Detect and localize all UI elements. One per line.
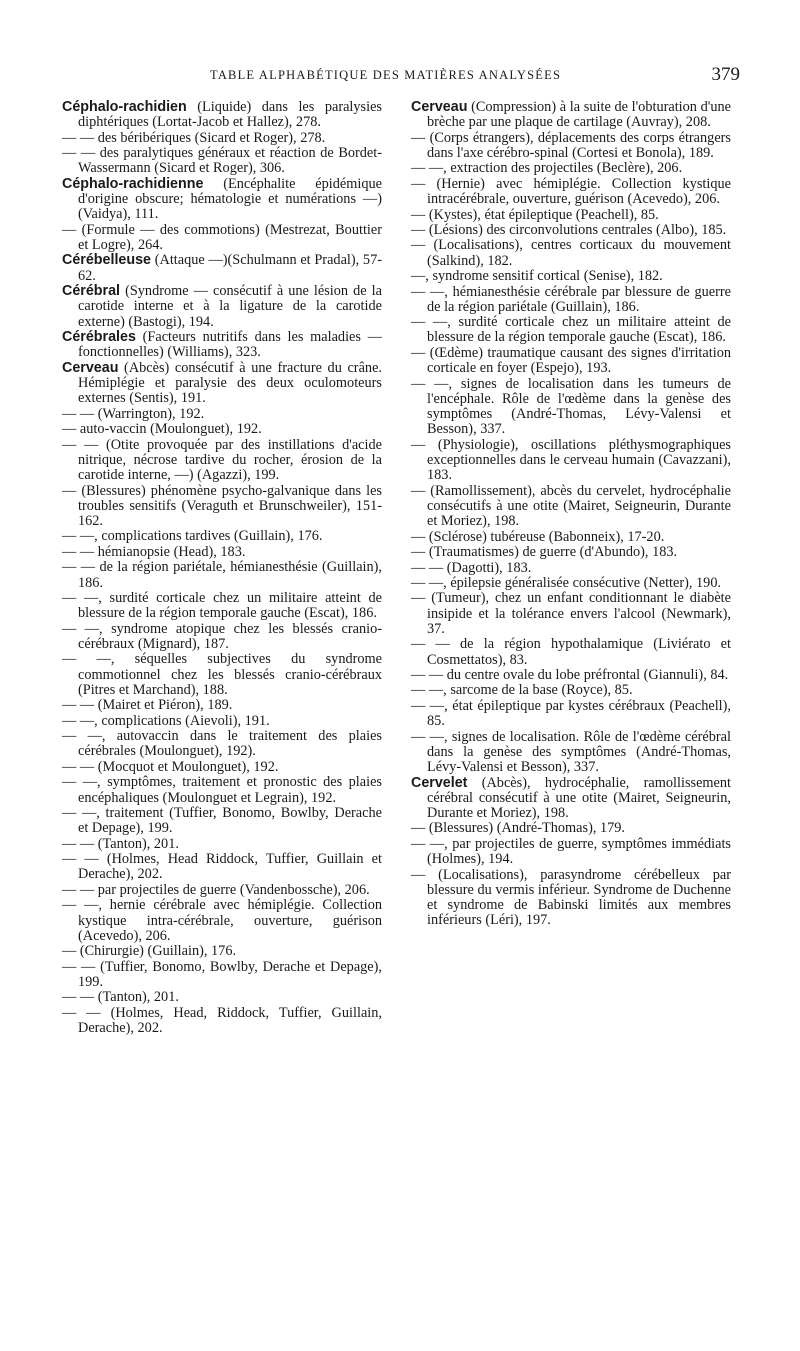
index-entry <box>62 714 382 729</box>
index-entry <box>411 699 731 730</box>
entry-text: — (Blessures) (André-Thomas), 179. <box>411 820 626 837</box>
index-entry <box>411 161 731 176</box>
index-entry <box>62 591 382 622</box>
right-column <box>411 100 731 929</box>
index-entry <box>411 868 731 929</box>
index-entry <box>62 1006 382 1037</box>
index-entry <box>411 730 731 776</box>
entry-headword: Céphalo-rachidien <box>62 99 187 115</box>
entry-text: (Encéphalite épidémique d'origine obscure; hématologie et numérations —) (Vaidya), 111. <box>78 175 382 223</box>
entry-text: (Attaque —)(Schulmann et Pradal), 57-62. <box>78 252 382 284</box>
entry-text: — —, sarcome de la base (Royce), 85. <box>411 682 633 699</box>
entry-text: — — (Warrington), 192. <box>62 405 205 422</box>
index-entry <box>411 530 731 545</box>
entry-text: — —, épilepsie généralisée consécutive (Netter), 190. <box>411 574 722 591</box>
index-entry <box>62 223 382 254</box>
entry-text: — — (Tanton), 201. <box>62 989 179 1006</box>
index-entry <box>62 422 382 437</box>
entry-text: — —, séquelles subjectives du syndrome commotionnel chez les blessés cranio-cérébraux (Pitres et Marchand), 188. <box>62 651 382 698</box>
index-entry <box>411 315 731 346</box>
entry-text: — — (Otite provoquée par des instillations d'acide nitrique, nécrose tardive du rocher, érosion de la carotide interne, —) (Agazzi), 199. <box>62 436 382 484</box>
entry-text: — —, hémianesthésie cérébrale par blessure de guerre de la région pariétale (Guillain), 186. <box>411 283 731 315</box>
index-entry <box>411 837 731 868</box>
index-entry <box>62 990 382 1005</box>
entry-text: — —, symptômes, traitement et pronostic des plaies encéphaliques (Moulonguet et Legrain), 192. <box>62 774 382 806</box>
index-entry <box>62 652 382 698</box>
entry-text: — (Blessures) phénomène psycho-galvanique dans les troubles sensitifs (Veraguth et Brunschweiler), 151-162. <box>62 482 382 529</box>
entry-headword: Céphalo-rachidienne <box>62 175 204 192</box>
entry-text: — — de la région hypothalamique (Liviérato et Cosmettatos), 83. <box>411 636 731 668</box>
index-entry <box>62 898 382 944</box>
entry-text: (Facteurs nutritifs dans les maladies — fonctionnelles) (Williams), 323. <box>78 329 382 361</box>
index-entry <box>411 238 731 269</box>
index-entry <box>411 561 731 576</box>
index-entry <box>411 821 731 836</box>
index-entry <box>62 330 382 361</box>
entry-text: — —, complications tardives (Guillain), 176. <box>62 528 323 545</box>
entry-text: — — du centre ovale du lobe préfrontal (Giannuli), 84. <box>411 667 729 683</box>
index-entry <box>62 100 382 131</box>
index-entry <box>62 253 382 284</box>
index-entry <box>411 484 731 530</box>
entry-headword: Cérébrales <box>62 329 136 346</box>
entry-text: — —, par projectiles de guerre, symptômes immédiats (Holmes), 194. <box>411 835 731 868</box>
index-entry <box>62 960 382 991</box>
entry-text: — —, complications (Aievoli), 191. <box>62 712 270 729</box>
index-entry <box>62 177 382 223</box>
entry-text: — —, autovaccin dans le traitement des plaies cérébrales (Moulonguet), 192). <box>62 728 382 760</box>
index-entry <box>62 837 382 852</box>
entry-text: — —, surdité corticale chez un militaire atteint de blessure de la région temporale gauche (Escat), 186. <box>62 590 382 622</box>
entry-text: — —, signes de localisation dans les tumeurs de l'encéphale. Rôle de l'œdème dans la genèse des symptômes (André-Thomas, Lévy-Valensi et Besson), 337. <box>411 375 731 438</box>
index-entry <box>62 944 382 959</box>
entry-text: — —, syndrome atopique chez les blessés cranio-cérébraux (Mignard), 187. <box>62 620 382 652</box>
entry-headword: Cérébral <box>62 283 121 300</box>
page-number: 379 <box>711 64 740 85</box>
entry-headword: Cérébelleuse <box>62 252 152 269</box>
entry-text: — (Lésions) des circonvolutions centrales (Albo), 185. <box>411 221 727 238</box>
entry-text: — (Traumatismes) de guerre (d'Abundo), 183. <box>411 544 678 561</box>
index-entry <box>411 377 731 438</box>
index-entry <box>411 269 731 284</box>
index-entry <box>411 668 731 683</box>
index-entry <box>62 760 382 775</box>
index-entry <box>62 131 382 146</box>
index-entry <box>62 146 382 177</box>
index-entry <box>62 622 382 653</box>
entry-text: — auto-vaccin (Moulonguet), 192. <box>62 421 262 438</box>
index-entry <box>411 177 731 208</box>
left-column <box>62 100 382 1036</box>
index-entry <box>411 576 731 591</box>
entry-text: — —, état épileptique par kystes cérébraux (Peachell), 85. <box>411 697 731 730</box>
entry-text: — —, hernie cérébrale avec hémiplégie. Collection kystique intra-cérébrale, ouverture, guérison (Acevedo), 206. <box>62 897 382 944</box>
index-entry <box>411 346 731 377</box>
entry-text: (Compression) à la suite de l'obturation d'une brèche par une plaque de cartilage (Auvray), 208. <box>427 99 731 131</box>
index-entry <box>62 438 382 484</box>
entry-text: — (Localisations), centres corticaux du mouvement (Salkind), 182. <box>411 237 731 269</box>
index-entry <box>62 545 382 560</box>
index-entry <box>62 883 382 898</box>
entry-headword: Cerveau <box>62 359 119 376</box>
entry-text: — (Sclérose) tubéreuse (Babonneix), 17-20. <box>411 528 665 545</box>
entry-text: — (Kystes), état épileptique (Peachell), 85. <box>411 206 659 223</box>
index-entry <box>411 683 731 698</box>
entry-text: — (Œdème) traumatique causant des signes d'irritation corticale en foyer (Espejo), 193. <box>411 344 731 377</box>
index-entry <box>62 806 382 837</box>
entry-text: — (Formule — des commotions) (Mestrezat, Bouttier et Logre), 264. <box>62 221 382 253</box>
entry-text: — — des paralytiques généraux et réaction de Bordet-Wassermann (Sicard et Roger), 306. <box>62 145 382 177</box>
entry-text: — — (Dagotti), 183. <box>411 559 532 576</box>
index-entry <box>62 560 382 591</box>
index-entry <box>62 484 382 530</box>
entry-text: — — des béribériques (Sicard et Roger), 278. <box>62 129 326 146</box>
index-entry <box>411 637 731 668</box>
entry-text: (Syndrome — consécutif à une lésion de la carotide interne et à la ligature de la carotide externe) (Bastogi), 194. <box>78 283 382 330</box>
entry-text: — — (Mairet et Piéron), 189. <box>62 697 233 714</box>
index-entry <box>411 545 731 560</box>
entry-text: — (Physiologie), oscillations pléthysmographiques exceptionnelles dans le cerveau humain (Cavazzani), 183. <box>411 436 731 484</box>
entry-text: (Abcès), hydrocéphalie, ramollissement cérébral consécutif à une otite (Mairet, Seigneurin, Durante et Moriez), 198. <box>427 774 731 821</box>
entry-text: — —, extraction des projectiles (Beclère), 206. <box>411 160 683 177</box>
page-header <box>60 64 740 88</box>
entry-text: — —, surdité corticale chez un militaire atteint de blessure de la région temporale gauche (Escat), 186. <box>411 314 731 346</box>
entry-text: — (Ramollissement), abcès du cervelet, hydrocéphalie consécutifs à une otite (Mairet, Seigneurin, Durante et Moriez), 198. <box>411 482 731 530</box>
index-entry <box>62 729 382 760</box>
index-entry <box>411 438 731 484</box>
entry-text: — (Hernie) avec hémiplégie. Collection kystique intracérébrale, ouverture, guérison (Acevedo), 206. <box>411 175 731 208</box>
entry-text: — — (Tanton), 201. <box>62 835 179 852</box>
entry-text: (Liquide) dans les paralysies diphtériques (Lortat-Jacob et Hallez), 278. <box>78 99 382 131</box>
index-entry <box>411 776 731 822</box>
entry-text: — — par projectiles de guerre (Vandenbossche), 206. <box>62 881 370 898</box>
entry-text: — —, traitement (Tuffier, Bonomo, Bowlby, Derache et Depage), 199. <box>62 805 382 837</box>
index-entry <box>62 698 382 713</box>
index-entry <box>62 284 382 330</box>
entry-text: — —, signes de localisation. Rôle de l'œdème cérébral dans la genèse des symptômes (André-Thomas, Lévy-Valensi et Besson), 337. <box>411 728 731 776</box>
entry-text: — — de la région pariétale, hémianesthésie (Guillain), 186. <box>62 559 382 591</box>
entry-text: — — hémianopsie (Head), 183. <box>62 543 246 560</box>
index-entry <box>411 131 731 162</box>
entry-text: —, syndrome sensitif cortical (Senise), 182. <box>411 268 663 285</box>
index-entry <box>62 775 382 806</box>
index-entry <box>411 591 731 637</box>
index-entry <box>411 208 731 223</box>
index-entry <box>62 529 382 544</box>
entry-text: — — (Tuffier, Bonomo, Bowlby, Derache et Depage), 199. <box>62 958 382 990</box>
entry-text: — (Localisations), parasyndrome cérébelleux par blessure du vermis inférieur. Syndrome de Duchenne et syndrome de Babinski limités aux membres inférieurs (Léri), 197. <box>411 866 731 929</box>
running-head: TABLE ALPHABÉTIQUE DES MATIÈRES ANALYSÉES <box>210 68 562 82</box>
entry-text: — — (Holmes, Head, Riddock, Tuffier, Guillain, Derache), 202. <box>62 1004 382 1036</box>
index-entry <box>62 361 382 407</box>
entry-headword: Cerveau <box>411 99 468 115</box>
entry-text: (Abcès) consécutif à une fracture du crâne. Hémiplégie et paralysie des deux oculomoteurs externes (Sentis), 191. <box>78 359 382 407</box>
index-entry <box>62 407 382 422</box>
entry-text: — (Tumeur), chez un enfant conditionnant le diabète insipide et la tolérance envers l'alcool (Newmark), 37. <box>411 590 731 637</box>
entry-text: — — (Holmes, Head Riddock, Tuffier, Guillain et Derache), 202. <box>62 851 382 883</box>
index-entry <box>62 852 382 883</box>
index-entry <box>411 285 731 316</box>
entry-text: — (Chirurgie) (Guillain), 176. <box>62 943 237 960</box>
entry-headword: Cervelet <box>411 774 468 791</box>
entry-text: — (Corps étrangers), déplacements des corps étrangers dans l'axe cérébro-spinal (Cortesi et Bonola), 189. <box>411 129 731 161</box>
index-entry <box>411 223 731 238</box>
index-entry <box>411 100 731 131</box>
entry-text: — — (Mocquot et Moulonguet), 192. <box>62 758 279 775</box>
